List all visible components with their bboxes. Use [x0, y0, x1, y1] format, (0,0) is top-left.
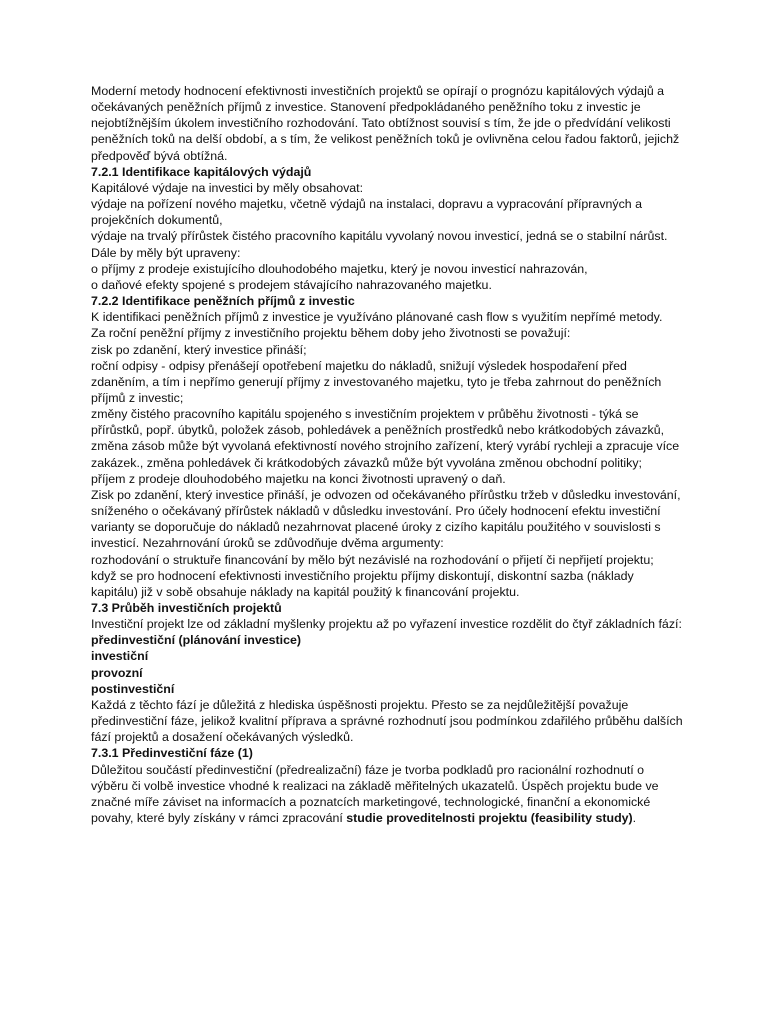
list-item: zisk po zdanění, který investice přináší; [91, 342, 307, 357]
bold-term: studie proveditelnosti projektu (feasibility study) [346, 811, 633, 826]
section-heading-7-2-2: 7.2.2 Identifikace peněžních příjmů z investic [91, 294, 355, 309]
list-item: výdaje na trvalý přírůstek čistého pracovního kapitálu vyvolaný novou investicí, jedná se o stabilní nárůst. [91, 229, 668, 244]
paragraph: Zisk po zdanění, který investice přináší, je odvozen od očekávaného přírůstku tržeb v důsledku investování, sníženého o očekávaný přírůstek nákladů v důsledku investování. Pro účely hodnocení efektu investiční varianty se doporučuje do nákladů nezahrnovat placené úroky z cizího kapitálu použitého v souvislosti s investicí. Nezahrnování úroků se zdůvodňuje dvěma argumenty: [91, 487, 681, 551]
paragraph: K identifikaci peněžních příjmů z investice je využíváno plánované cash flow s využitím nepřímé metody. [91, 310, 663, 325]
phase-item: postinvestiční [91, 681, 175, 696]
phase-item: provozní [91, 665, 143, 680]
section-heading-7-3: 7.3 Průběh investičních projektů [91, 601, 282, 615]
list-item: výdaje na pořízení nového majetku, včetně výdajů na instalaci, dopravu a vypracování přípravných a projekčních dokumentů, [91, 197, 643, 228]
list-item: když se pro hodnocení efektivnosti investičního projektu příjmy diskontují, diskontní sazba (náklady kapitálu) již v sobě obsahuje náklady na kapitál použitý k financování projektu. [91, 568, 634, 599]
paragraph [91, 762, 683, 827]
list-item: příjem z prodeje dlouhodobého majetku na konci životnosti upravený o daň. [91, 471, 506, 486]
phase-item: předinvestiční (plánování investice) [91, 633, 302, 648]
phase-item: investiční [91, 649, 149, 664]
section-heading-7-2-1: 7.2.1 Identifikace kapitálových výdajů [91, 164, 312, 179]
section-heading-7-3-1: 7.3.1 Předinvestiční fáze (1) [91, 746, 253, 761]
list-item: o daňové efekty spojené s prodejem stávajícího nahrazovaného majetku. [91, 277, 492, 292]
list-item: změny čistého pracovního kapitálu spojeného s investičním projektem v průběhu životnosti - týká se přírůstků, popř. úbytků, položek zásob, pohledávek a peněžních prostředků nebo krátkodobých závazků, změna zásob může být vyvolaná efektivností nového strojního zařízení, který vyrábí rychleji a zpracuje více zakázek., změna pohledávek či krátkodobých závazků může být vyvolána změnou obchodní politiky; [91, 407, 680, 470]
paragraph: Za roční peněžní příjmy z investičního projektu během doby jeho životnosti se považují: [91, 326, 571, 341]
paragraph: Dále by měly být upraveny: [91, 245, 241, 260]
paragraph-end: . [632, 811, 637, 826]
list-item: roční odpisy - odpisy přenášejí opotřebení majetku do nákladů, snižují výsledek hospodaření před zdaněním, a tím i nepřímo generují příjmy z investovaného majetku, tyto je třeba zahrnout do peněžních příjmů z investic; [91, 358, 662, 405]
list-item: rozhodování o struktuře financování by mělo být nezávislé na rozhodování o přijetí či nepřijetí projektu; [91, 552, 654, 567]
intro-paragraph: Moderní metody hodnocení efektivnosti investičních projektů se opírají o prognózu kapitálových výdajů a očekávaných peněžních příjmů z investice. Stanovení předpokládaného peněžního toku z investic je nejobtížnějším úkolem investičního rozhodování. Tato obtížnost souvisí s tím, že jde o předvídání velikosti peněžních toků na delší období, a s tím, že velikost peněžních toků je ovlivněna celou řadou faktorů, jejichž předpověď bývá obtížná. [91, 84, 680, 163]
paragraph-text: Důležitou součástí předinvestiční (předrealizační) fáze je tvorba podkladů pro racionální rozhodnutí o výběru či volbě investice vhodné k realizaci na základě měřitelných ukazatelů. Úspěch projektu bude ve značné míře záviset na informacích a poznatcích marketingové, technologické, finanční a ekonomické povahy, které byly získány v rámci zpracování [91, 762, 659, 826]
paragraph: Každá z těchto fází je důležitá z hlediska úspěšnosti projektu. Přesto se za nejdůležitější považuje předinvestiční fáze, jelikož kvalitní příprava a správné rozhodnutí jsou podmínkou zdařilého průběhu dalších fází projektů a dosažení očekávaných výsledků. [91, 697, 683, 745]
document-page [91, 83, 683, 826]
list-item: o příjmy z prodeje existujícího dlouhodobého majetku, který je novou investicí nahrazován, [91, 261, 588, 276]
paragraph: Investiční projekt lze od základní myšlenky projektu až po vyřazení investice rozdělit do čtyř základních fází: [91, 617, 682, 632]
paragraph: Kapitálové výdaje na investici by měly obsahovat: [91, 180, 364, 195]
